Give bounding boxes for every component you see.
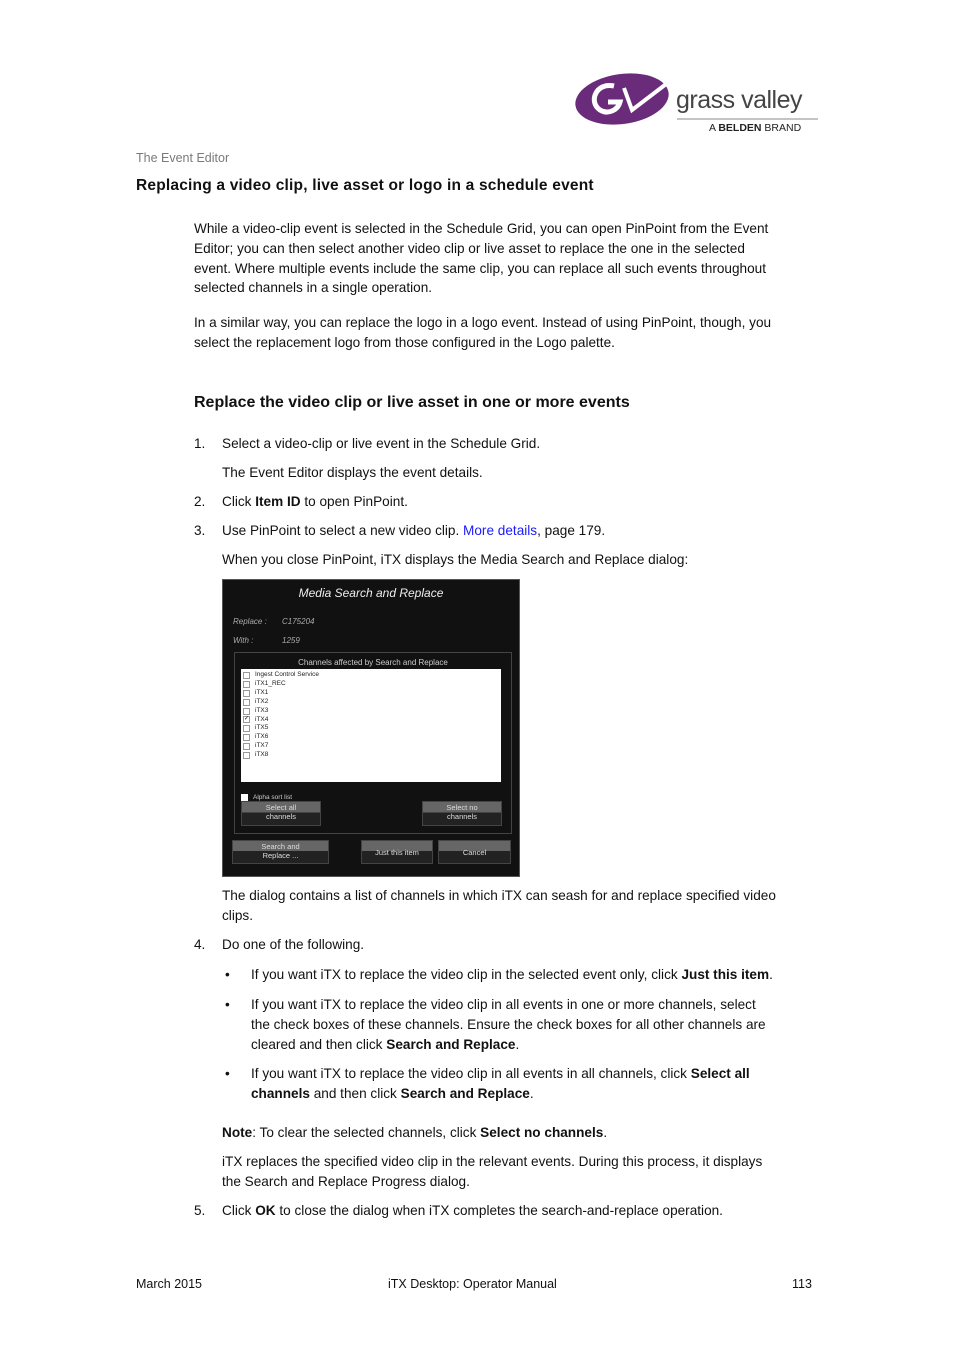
- channel-name: Ingest Control Service: [255, 671, 319, 678]
- channel-list[interactable]: [241, 669, 501, 782]
- channel-checkbox[interactable]: [243, 690, 250, 697]
- channel-checkbox[interactable]: ✓: [244, 716, 250, 723]
- select-all-channels-button[interactable]: Select all channels: [241, 801, 321, 826]
- channel-item[interactable]: [241, 689, 501, 698]
- channel-name: iTX6: [255, 733, 269, 741]
- channel-name: iTX5: [255, 724, 269, 732]
- section-label: The Event Editor: [136, 151, 230, 165]
- channel-item[interactable]: [241, 716, 501, 725]
- group-title: Channels affected by Search and Replace: [298, 658, 448, 667]
- channel-name: iTX2: [255, 697, 269, 705]
- footer-page-number: 113: [792, 1277, 812, 1291]
- text-line: select the replacement logo from those configured in the Logo palette.: [194, 334, 615, 350]
- text-line: the Search and Replace Progress dialog.: [222, 1173, 470, 1189]
- step-1-note: The Event Editor displays the event details.: [222, 465, 483, 480]
- step-number: 1.: [194, 436, 206, 451]
- step-2-text: Click Item ID to open PinPoint.: [222, 494, 408, 509]
- dialog-description: [222, 886, 822, 926]
- channel-name: iTX1: [255, 688, 269, 696]
- note: Note: To clear the selected channels, click Select no channels.: [222, 1125, 608, 1140]
- channels-group: [234, 652, 512, 834]
- more-details-link[interactable]: More details: [463, 523, 538, 538]
- channel-checkbox[interactable]: [243, 672, 250, 679]
- dialog-title: Media Search and Replace: [298, 586, 444, 600]
- channel-item[interactable]: [241, 698, 501, 707]
- channel-checkbox[interactable]: [243, 708, 250, 715]
- channel-checkbox[interactable]: [243, 699, 250, 706]
- bullet-icon: •: [225, 1066, 230, 1081]
- bullet-icon: •: [225, 967, 230, 982]
- search-and-replace-button[interactable]: Search and Replace ...: [232, 840, 329, 864]
- channel-name: iTX7: [255, 742, 269, 750]
- page-title: Replacing a video clip, live asset or logo in a schedule event: [136, 177, 594, 194]
- alpha-sort-label: Alpha sort list: [253, 794, 293, 801]
- text-line: iTX replaces the specified video clip in the relevant events. During this process, it displays: [222, 1154, 763, 1169]
- channel-item[interactable]: [241, 707, 501, 716]
- channel-item[interactable]: [241, 671, 501, 680]
- intro-paragraph-2: [194, 313, 824, 353]
- with-label: With :: [233, 636, 254, 645]
- channel-checkbox[interactable]: [243, 725, 250, 732]
- text-line: selected channels in a single operation.: [194, 280, 433, 296]
- svg-text:grass valley: grass valley: [676, 86, 802, 114]
- channel-checkbox[interactable]: [243, 681, 250, 688]
- channel-name: iTX1_REC: [255, 679, 286, 687]
- bullet-3: If you want iTX to replace the video clip in all events in all channels, click Select all channels and then click Search and Replace.: [251, 1066, 750, 1101]
- with-value: 1259: [282, 636, 300, 645]
- channel-item[interactable]: [241, 742, 501, 751]
- step-3-note: When you close PinPoint, iTX displays the Media Search and Replace dialog:: [222, 552, 689, 567]
- channel-item[interactable]: [241, 751, 501, 760]
- bullet-1: If you want iTX to replace the video clip in the selected event only, click Just this item.: [251, 967, 773, 982]
- footer-manual-title: iTX Desktop: Operator Manual: [388, 1277, 557, 1291]
- media-search-replace-dialog: [222, 579, 520, 877]
- bullet-2: If you want iTX to replace the video clip in all events in one or more channels, select the check boxes of these channels. Ensure the check boxes for all other channels are cleared and then click Search and Replace.: [251, 997, 766, 1052]
- replace-label: Replace :: [233, 617, 267, 626]
- text-line: Editor; you can then select another video clip or live asset to replace the one in the selected: [194, 240, 745, 256]
- cancel-button[interactable]: Cancel: [438, 840, 511, 864]
- text-line: The dialog contains a list of channels in which iTX can seash for and replace specified video: [222, 888, 776, 903]
- channel-name: iTX3: [255, 706, 269, 714]
- step-number: 4.: [194, 937, 206, 952]
- step-4-text: Do one of the following.: [222, 937, 365, 952]
- step-number: 5.: [194, 1203, 206, 1218]
- replace-value: C175204: [282, 617, 315, 626]
- channel-name: iTX8: [255, 751, 269, 759]
- replace-info: [222, 1152, 822, 1192]
- select-no-channels-button[interactable]: Select no channels: [422, 801, 502, 826]
- channel-checkbox[interactable]: [243, 734, 250, 741]
- text-line: In a similar way, you can replace the logo in a logo event. Instead of using PinPoint, though, you: [194, 315, 772, 330]
- step-number: 2.: [194, 494, 206, 509]
- subheading: Replace the video clip or live asset in one or more events: [194, 394, 630, 411]
- channel-item[interactable]: [241, 724, 501, 733]
- channel-item[interactable]: [241, 733, 501, 742]
- channel-name: iTX4: [255, 715, 269, 723]
- grass-valley-logo: [574, 72, 824, 136]
- step-3-text: Use PinPoint to select a new video clip. More details, page 179.: [222, 523, 606, 538]
- step-number: 3.: [194, 523, 206, 538]
- text-line: clips.: [222, 907, 253, 923]
- footer-date: March 2015: [136, 1277, 203, 1291]
- just-this-item-button[interactable]: Just this item: [361, 840, 433, 864]
- step-1-text: Select a video-clip or live event in the Schedule Grid.: [222, 436, 541, 451]
- bullet-icon: •: [225, 997, 230, 1012]
- channel-checkbox[interactable]: [243, 752, 250, 759]
- svg-text:A BELDEN BRAND: A BELDEN BRAND: [709, 122, 802, 134]
- step-5-text: Click OK to close the dialog when iTX completes the search-and-replace operation.: [222, 1203, 723, 1218]
- text-line: event. Where multiple events include the same clip, you can replace all such events throughout: [194, 260, 767, 276]
- text-line: While a video-clip event is selected in the Schedule Grid, you can open PinPoint from the Event: [194, 221, 769, 236]
- channel-checkbox[interactable]: [243, 743, 250, 750]
- intro-paragraph-1: [194, 219, 824, 298]
- channel-item[interactable]: [241, 680, 501, 689]
